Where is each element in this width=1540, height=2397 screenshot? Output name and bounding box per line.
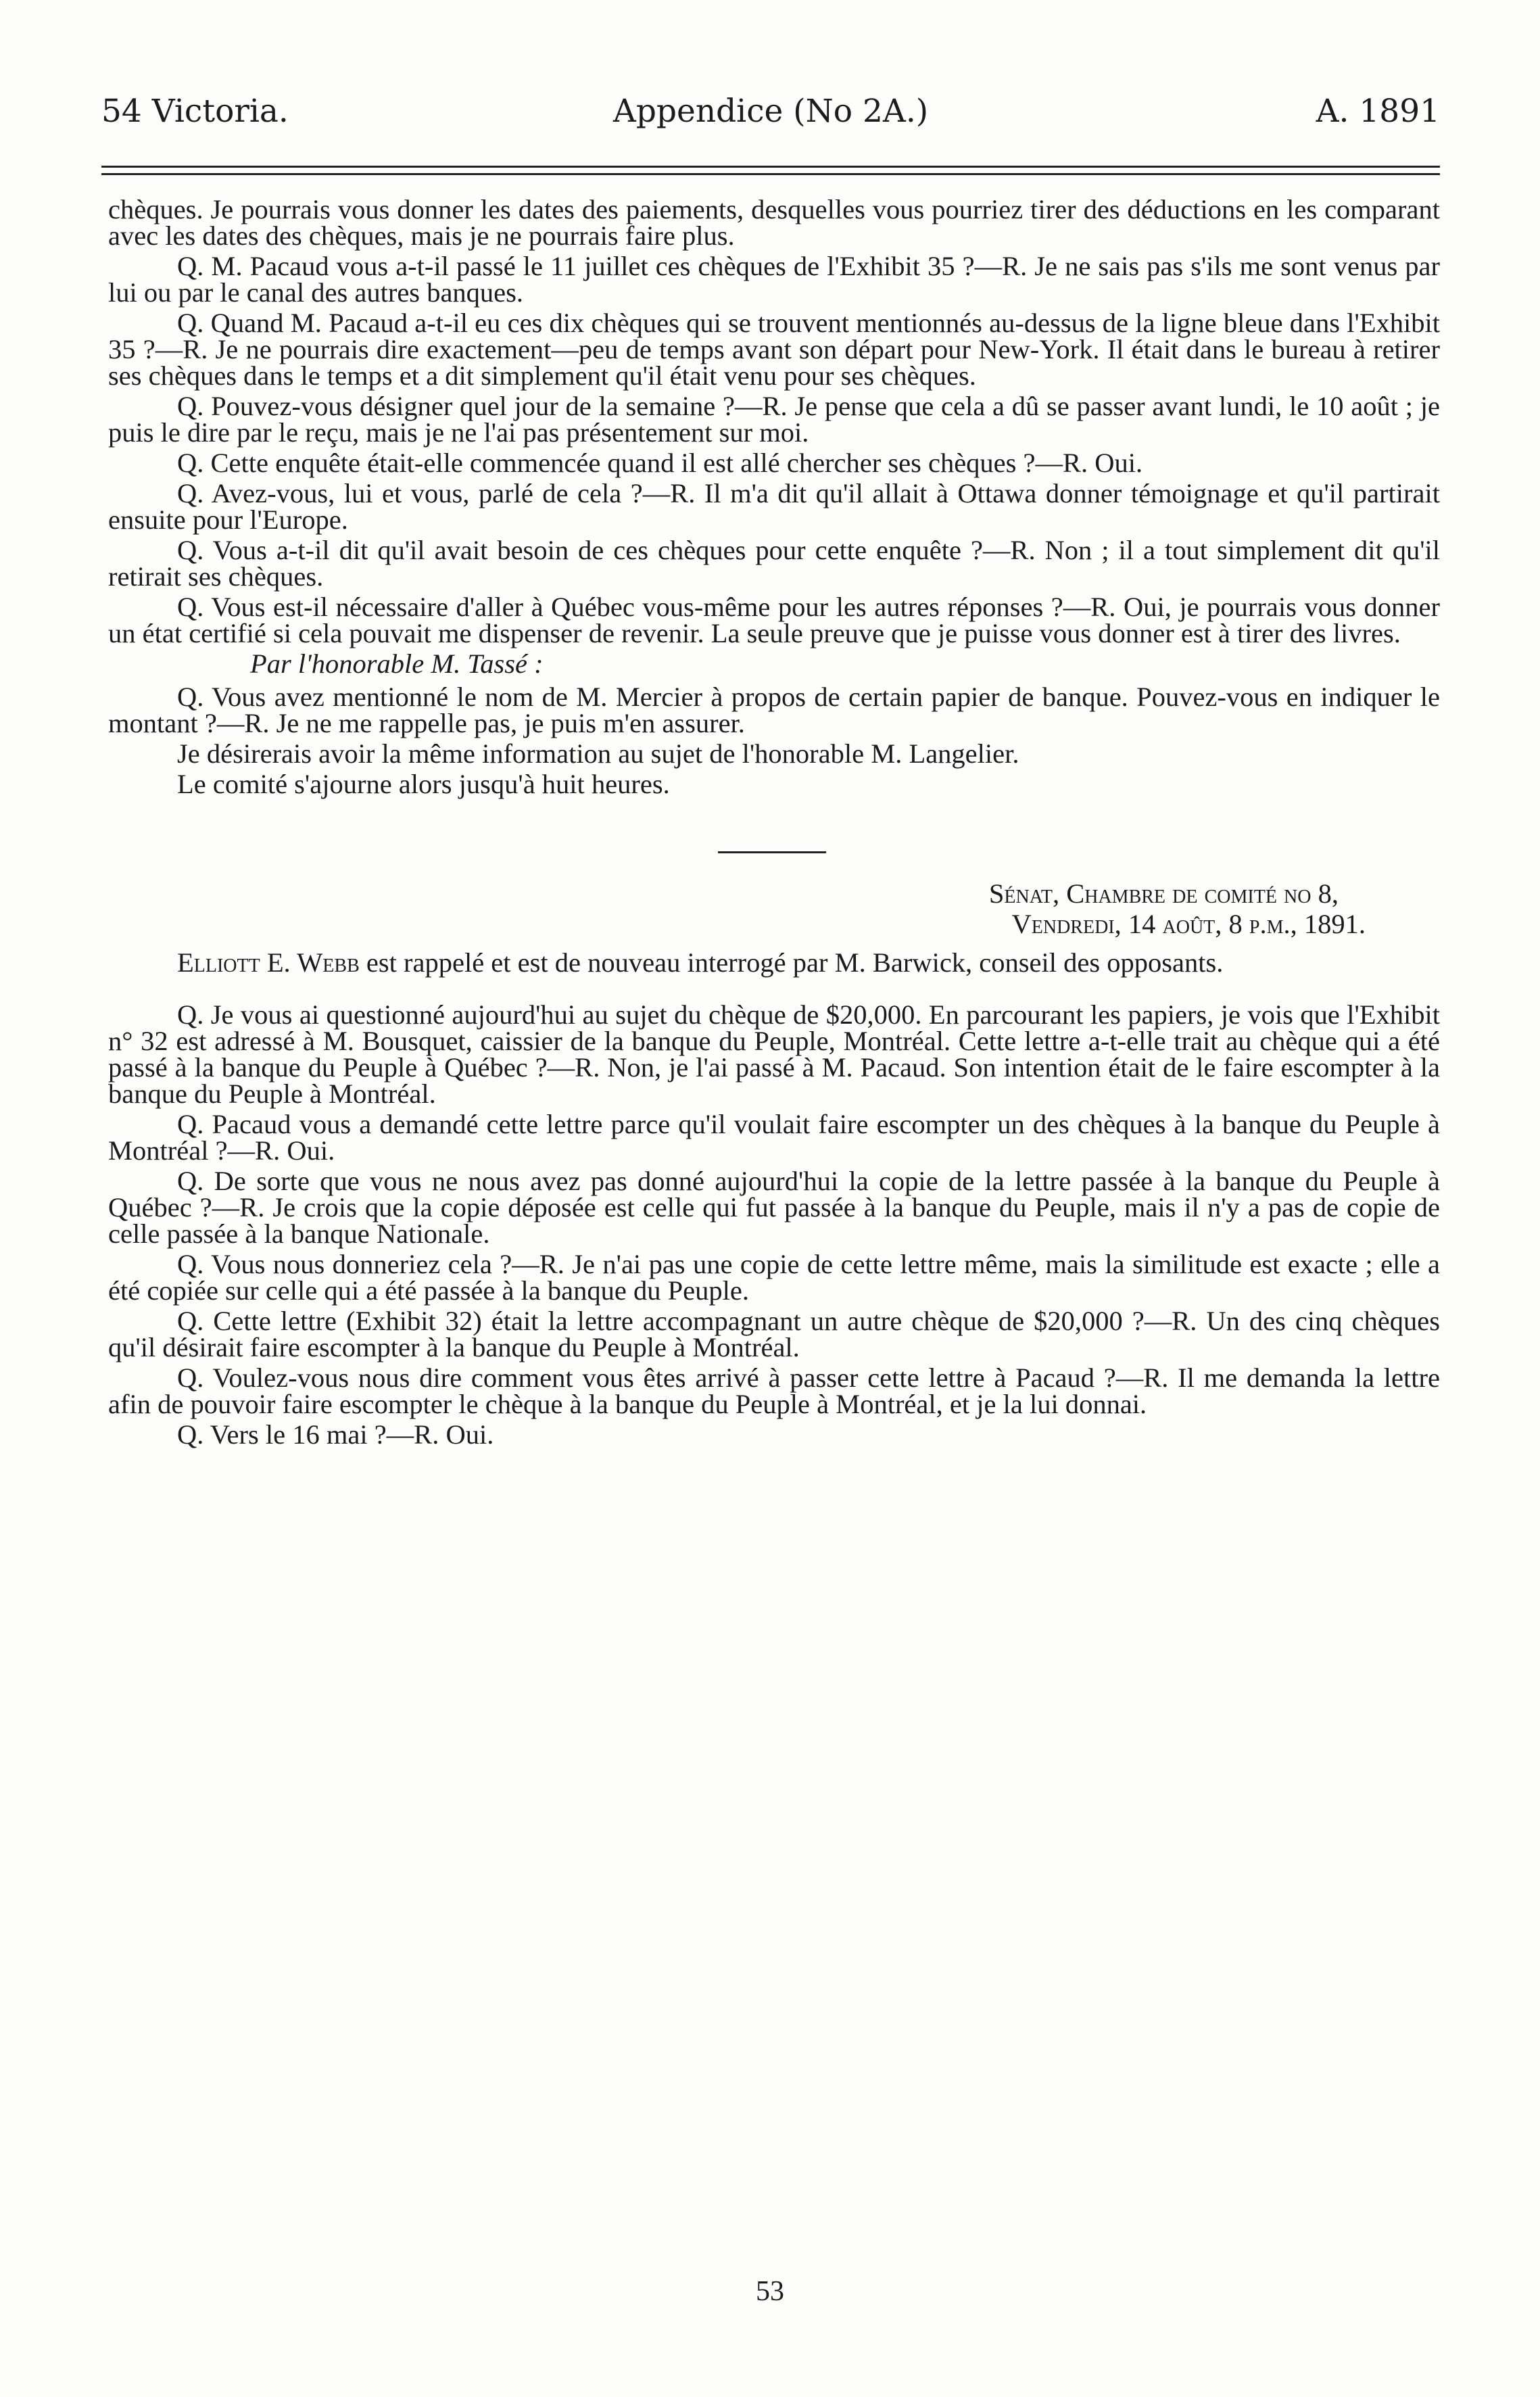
section-divider — [718, 851, 826, 853]
paragraph: Q. Vous nous donneriez cela ?—R. Je n'ai pas une copie de cette lettre même, mais la similitude est exacte ; elle a été copiée sur celle qui a été passée à la banque du Peuple. — [108, 1249, 1440, 1306]
header-year: A. 1891 — [1316, 93, 1440, 130]
paragraph: chèques. Je pourrais vous donner les dates des paiements, desquelles vous pourriez tirer des déductions en les comparant avec les dates des chèques, mais je ne pourrais faire plus. — [108, 194, 1440, 251]
paragraph: Q. Je vous ai questionné aujourd'hui au sujet du chèque de $20,000. En parcourant les papiers, je vois que l'Exhibit n° 32 est adressé à M. Bousquet, caissier de la banque du Peuple, Montréal. Cette lettre a-t-elle trait au chèque qui a été passé à la banque du Peuple à Québec ?—R. Non, je l'ai passé à M. Pacaud. Son intention était de le faire escompter à la banque du Peuple à Montréal. — [108, 999, 1440, 1109]
document-body — [108, 196, 1440, 1452]
header-double-rule — [101, 166, 1440, 175]
paragraph: Q. Quand M. Pacaud a-t-il eu ces dix chèques qui se trouvent mentionnés au-dessus de la ligne bleue dans l'Exhibit 35 ?—R. Je ne pourrais dire exactement—peu de temps avant son départ pour New-York. Il était dans le bureau à retirer ses chèques dans le temps et a dit simplement qu'il était venu pour ses chèques. — [108, 308, 1440, 391]
session-date: Vendredi, 14 août, 8 p.m., 1891. — [1011, 909, 1366, 939]
paragraph: Q. Vous avez mentionné le nom de M. Mercier à propos de certain papier de banque. Pouvez-vous en indiquer le montant ?—R. Je ne me rappelle pas, je puis m'en assurer. — [108, 682, 1440, 738]
paragraph: Q. De sorte que vous ne nous avez pas donné aujourd'hui la copie de la lettre passée à la banque du Peuple à Québec ?—R. Je crois que la copie déposée est celle qui fut passée à la banque du Peuple, mais il n'y a pas de copie de celle passée à la banque Nationale. — [108, 1166, 1440, 1249]
examiner-byline: Par l'honorable M. Tassé : — [250, 648, 544, 679]
paragraph: Q. Vers le 16 mai ?—R. Oui. — [177, 1419, 494, 1450]
paragraph: Q. Pouvez-vous désigner quel jour de la semaine ?—R. Je pense que cela a dû se passer avant lundi, le 10 août ; je puis le dire par le reçu, mais je ne l'ai pas présentement sur moi. — [108, 391, 1440, 448]
paragraph: Q. Cette lettre (Exhibit 32) était la lettre accompagnant un autre chèque de $20,000 ?—R. Un des cinq chèques qu'il désirait faire escompter à la banque du Peuple à Montréal. — [108, 1306, 1440, 1362]
paragraph: Q. Vous est-il nécessaire d'aller à Québec vous-même pour les autres réponses ?—R. Oui, je pourrais vous donner un état certifié si cela pouvait me dispenser de revenir. La seule preuve que je puisse vous donner est à tirer des livres. — [108, 592, 1440, 648]
paragraph: Q. Pacaud vous a demandé cette lettre parce qu'il voulait faire escompter un des chèques à la banque du Peuple à Montréal ?—R. Oui. — [108, 1109, 1440, 1166]
witness-introduction — [108, 949, 1440, 976]
page-number: 53 — [756, 2276, 784, 2307]
paragraph: Le comité s'ajourne alors jusqu'à huit heures. — [177, 769, 670, 799]
paragraph: Q. M. Pacaud vous a-t-il passé le 11 juillet ces chèques de l'Exhibit 35 ?—R. Je ne sais pas s'ils me sont venus par lui ou par le canal des autres banques. — [108, 251, 1440, 308]
session-venue: Sénat, Chambre de comité no 8, — [988, 878, 1339, 909]
paragraph: Q. Cette enquête était-elle commencée quand il est allé chercher ses chèques ?—R. Oui. — [177, 448, 1143, 478]
paragraph: Q. Vous a-t-il dit qu'il avait besoin de ces chèques pour cette enquête ?—R. Non ; il a tout simplement dit qu'il retirait ses chèques. — [108, 535, 1440, 592]
paragraph: Je désirerais avoir la même information au sujet de l'honorable M. Langelier. — [177, 738, 1019, 769]
paragraph: Q. Avez-vous, lui et vous, parlé de cela ?—R. Il m'a dit qu'il allait à Ottawa donner témoignage et qu'il partirait ensuite pour l'Europe. — [108, 478, 1440, 535]
header-appendix: Appendice (No 2A.) — [612, 93, 929, 130]
paragraph: Q. Voulez-vous nous dire comment vous êtes arrivé à passer cette lettre à Pacaud ?—R. Il me demanda la lettre afin de pouvoir faire escompter le chèque à la banque du Peuple à Montréal, et je la lui donnai. — [108, 1362, 1440, 1419]
witness-name: Elliott E. Webb — [177, 947, 360, 978]
running-header — [101, 81, 1440, 142]
header-session: 54 Victoria. — [101, 93, 289, 130]
witness-text: est rappelé et est de nouveau interrogé par M. Barwick, conseil des opposants. — [359, 947, 1224, 978]
